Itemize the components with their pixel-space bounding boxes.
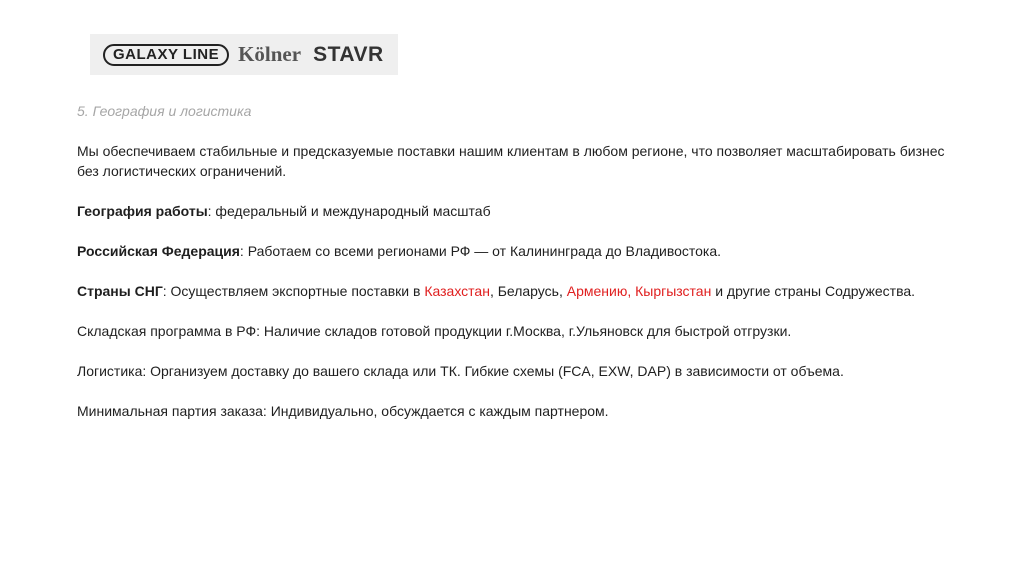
cis-paragraph (77, 281, 957, 301)
kolner-logo: Kölner (238, 42, 302, 66)
slide-content (77, 101, 957, 441)
armenia-kyrgyzstan-highlight: Армению, Кыргызстан (566, 283, 712, 299)
geo-label: География работы (77, 203, 208, 219)
min-order-paragraph: Минимальная партия заказа: Индивидуально, обсуждается с каждым партнером. (77, 403, 609, 419)
rf-paragraph (77, 241, 957, 261)
cis-text-3: и другие страны Содружества. (711, 283, 916, 299)
section-title: 5. География и логистика (77, 103, 252, 119)
cis-text-1: : Осуществляем экспортные поставки в (162, 283, 425, 299)
geo-paragraph (77, 201, 957, 221)
geo-text: : федеральный и международный масштаб (207, 203, 491, 219)
kazakhstan-highlight: Казахстан (424, 283, 490, 299)
stavr-logo: STAVR (313, 42, 384, 66)
brand-logos (90, 34, 398, 75)
logistics-paragraph: Логистика: Организуем доставку до вашего склада или ТК. Гибкие схемы (FCA, EXW, DAP) в зависимости от объема. (77, 363, 844, 379)
intro-paragraph: Мы обеспечиваем стабильные и предсказуемые поставки нашим клиентам в любом регионе, что позволяет масштабировать бизнес без логистических ограничений. (77, 143, 945, 179)
rf-text: : Работаем со всеми регионами РФ — от Калининграда до Владивостока. (239, 243, 722, 259)
rf-label: Российская Федерация (77, 243, 240, 259)
cis-label: Страны СНГ (77, 283, 163, 299)
warehouse-paragraph: Складская программа в РФ: Наличие складов готовой продукции г.Москва, г.Ульяновск для быстрой отгрузки. (77, 323, 792, 339)
cis-text-2: , Беларусь, (489, 283, 567, 299)
galaxy-line-logo: GALAXY LINE (103, 44, 229, 66)
